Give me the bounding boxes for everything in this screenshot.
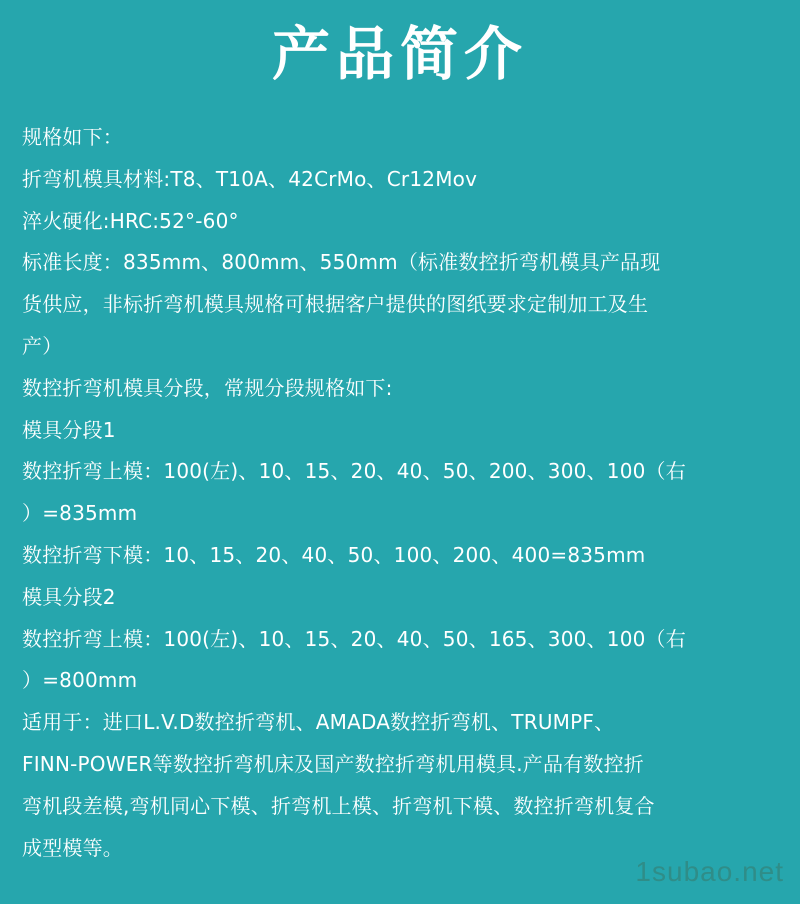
spec-line: 数控折弯上模：100(左)、10、15、20、40、50、165、300、100（右 (22, 626, 686, 651)
spec-line: 模具分段1 (22, 417, 116, 442)
spec-line: 适用于：进口L.V.D数控折弯机、AMADA数控折弯机、TRUMPF、 (22, 710, 615, 735)
spec-line: 模具分段2 (22, 584, 116, 609)
spec-line: 数控折弯下模：10、15、20、40、50、100、200、400=835mm (22, 542, 646, 567)
spec-line: ）=800mm (22, 668, 138, 693)
spec-line: 淬火硬化:HRC:52°-60° (22, 208, 239, 233)
spec-line: 折弯机模具材料:T8、T10A、42CrMo、Cr12Mov (22, 166, 478, 191)
spec-line: 产） (22, 333, 63, 358)
spec-line: 成型模等。 (22, 835, 123, 860)
spec-line: 数控折弯上模：100(左)、10、15、20、40、50、200、300、100（右 (22, 459, 686, 484)
watermark: 1subao.net (635, 856, 784, 887)
spec-line: 数控折弯机模具分段，常规分段规格如下: (22, 375, 393, 400)
page-title: 产品简介 (271, 20, 528, 88)
spec-line: 规格如下： (22, 125, 123, 149)
spec-line: ）=835mm (22, 501, 138, 526)
spec-line: 弯机段差模,弯机同心下模、折弯机上模、折弯机下模、数控折弯机复合 (22, 793, 655, 818)
spec-line: 标准长度：835mm、800mm、550mm（标准数控折弯机模具产品现 (22, 250, 661, 275)
product-description (22, 117, 782, 869)
spec-line: 货供应，非标折弯机模具规格可根据客户提供的图纸要求定制加工及生 (22, 292, 649, 317)
spec-line: FINN-POWER等数控折弯机床及国产数控折弯机用模具.产品有数控折 (22, 751, 645, 776)
